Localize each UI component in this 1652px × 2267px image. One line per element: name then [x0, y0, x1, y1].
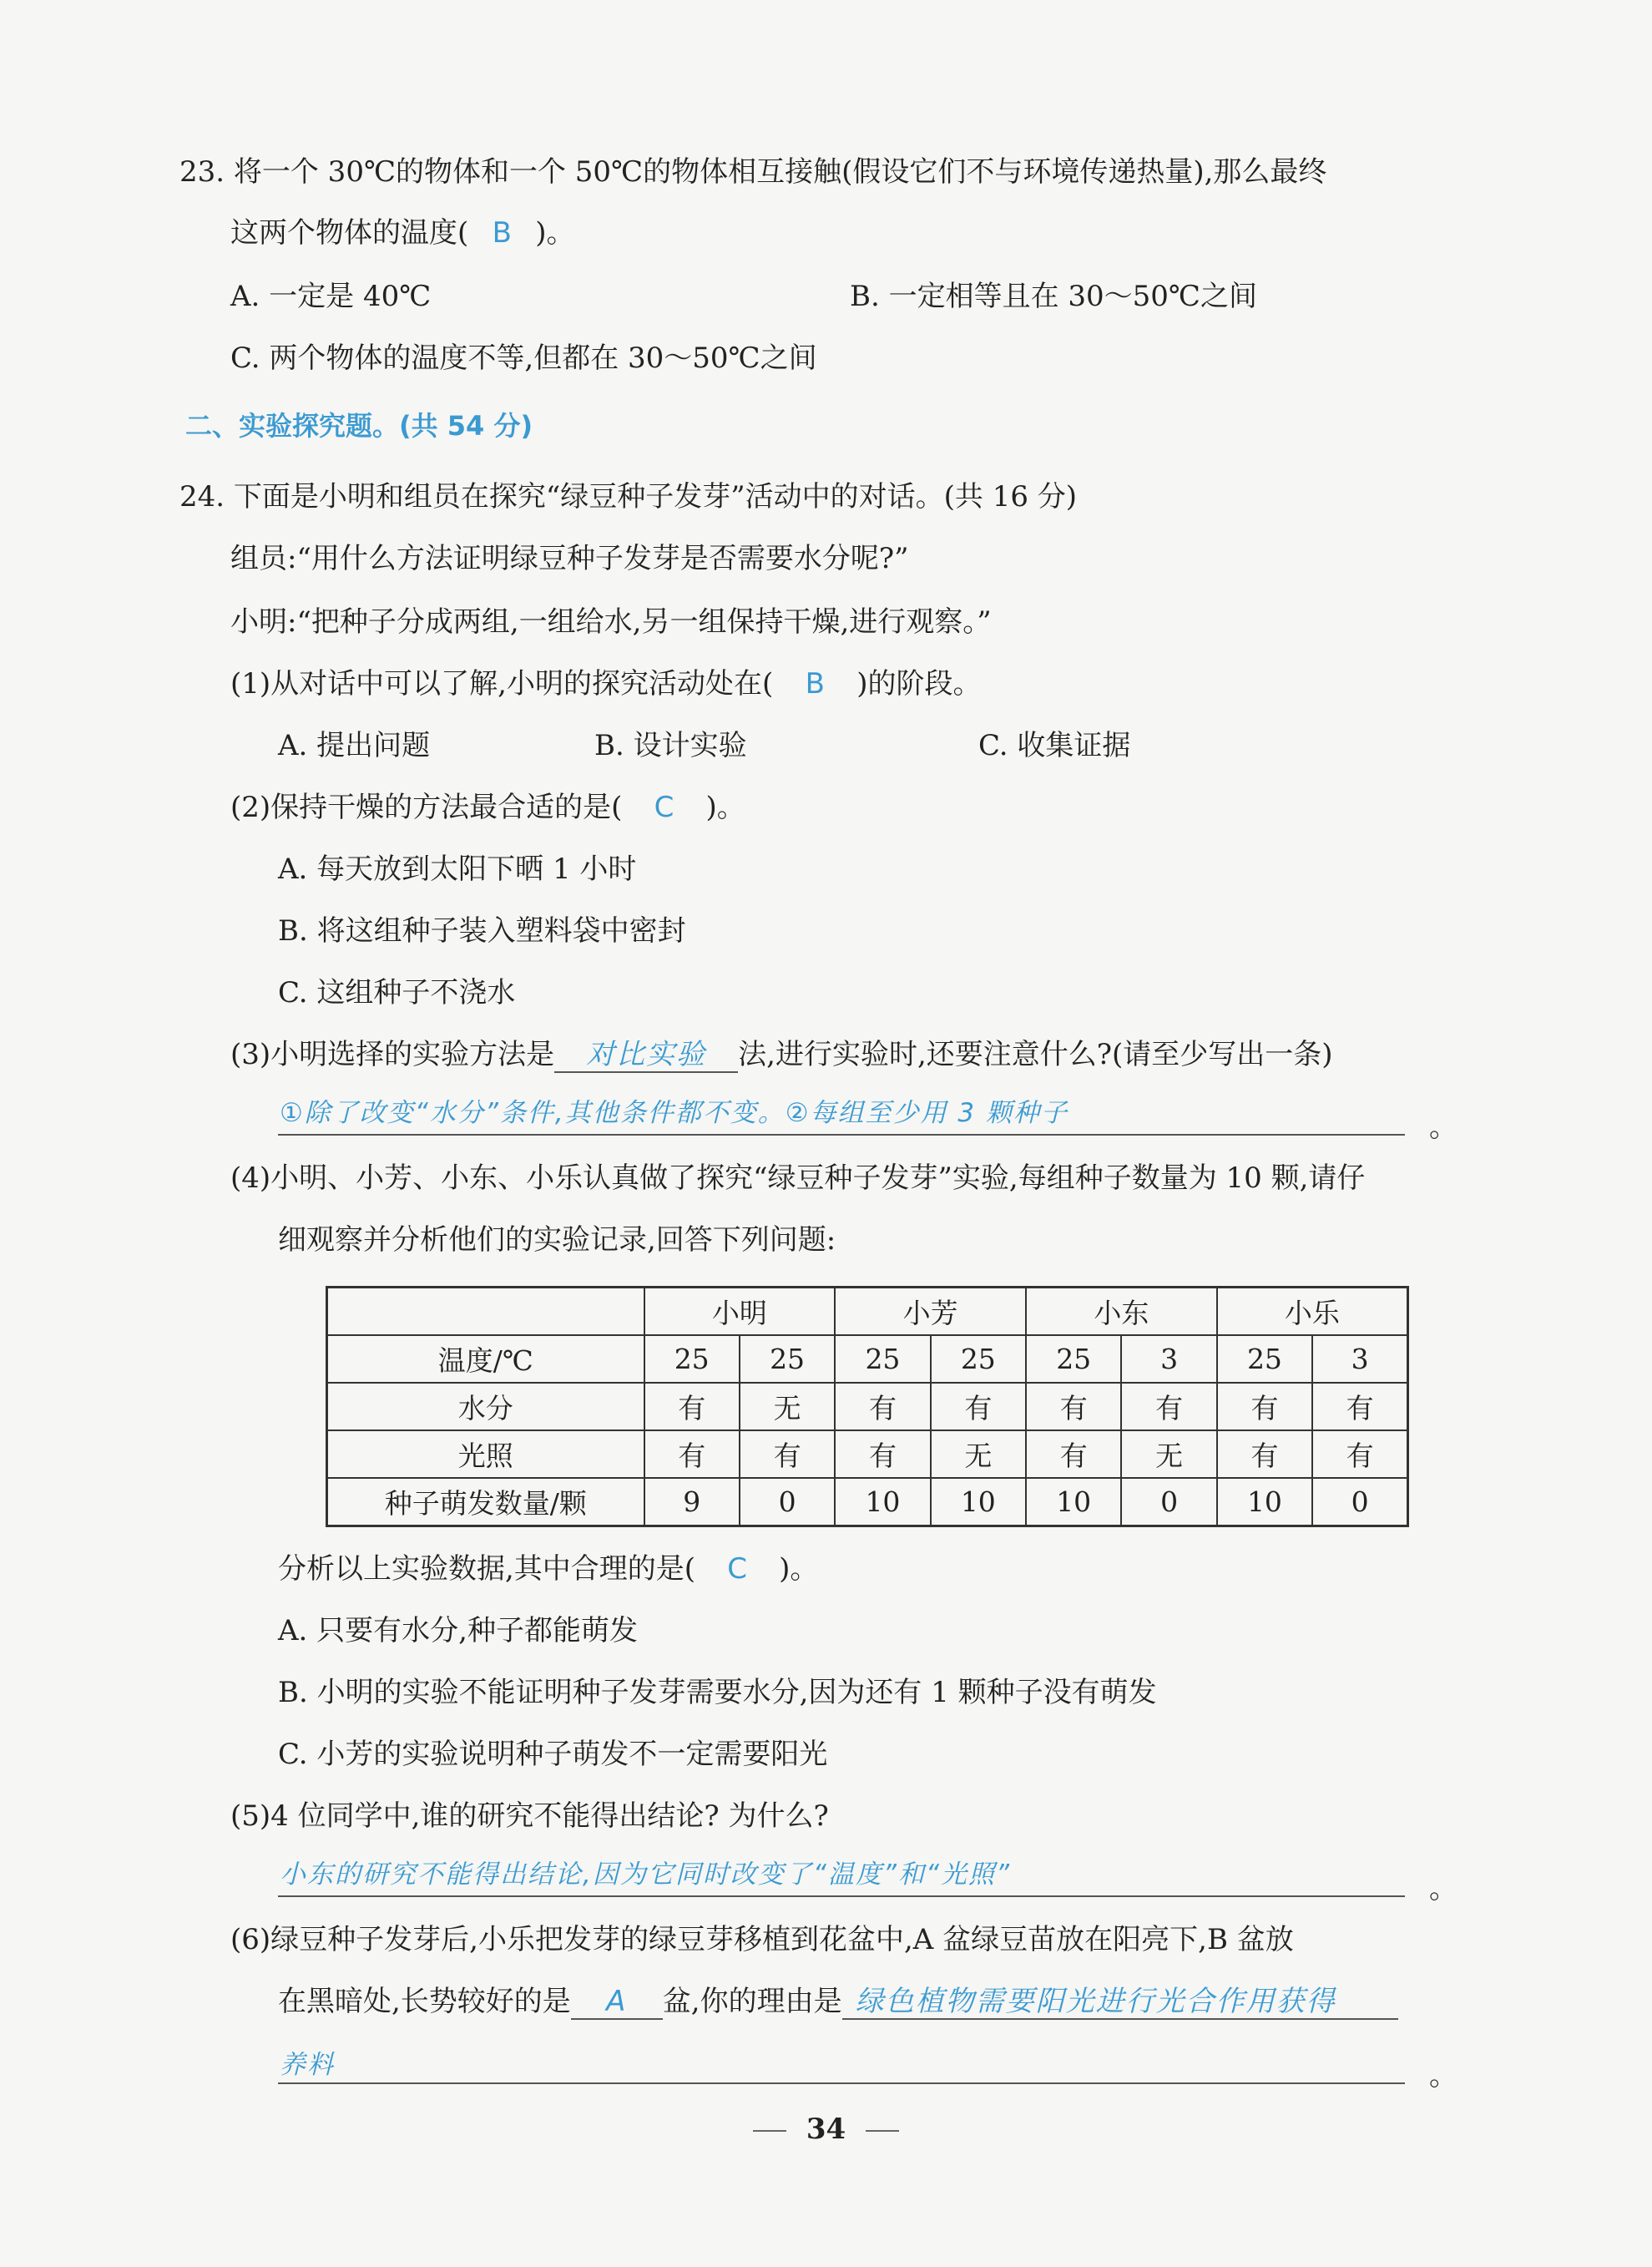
table-cell: 有 — [1312, 1383, 1407, 1430]
table-cell: 25 — [835, 1335, 930, 1383]
q23-option-b: B. 一定相等且在 30～50℃之间 — [850, 280, 1257, 313]
q24-p4-analysis — [278, 1550, 818, 1588]
table-cell: 无 — [1121, 1430, 1216, 1478]
table-cell: 25 — [740, 1335, 835, 1383]
q24-p2-option-c: C. 这组种子不浇水 — [278, 976, 516, 1010]
q24-p4-option-b: B. 小明的实验不能证明种子发芽需要水分,因为还有 1 颗种子没有萌发 — [278, 1676, 1157, 1709]
table-cell: 有 — [644, 1383, 740, 1430]
table-row — [327, 1430, 1408, 1478]
q23-option-a: A. 一定是 40℃ — [230, 280, 432, 313]
page-number — [0, 2113, 1652, 2146]
q23-stem-line1: 23. 将一个 30℃的物体和一个 50℃的物体相互接触(假设它们不与环境传递热量),那么最终 — [179, 155, 1327, 189]
q24-p2-option-a: A. 每天放到太阳下晒 1 小时 — [278, 853, 637, 886]
table-cell: 有 — [644, 1430, 740, 1478]
q24-stem: 24. 下面是小明和组员在探究“绿豆种子发芽”活动中的对话。(共 16 分) — [179, 480, 1078, 514]
q24-p3-question — [230, 1035, 1333, 1074]
q24-p1-answer: B — [805, 667, 825, 701]
table-row-label: 温度/℃ — [327, 1335, 644, 1383]
q24-p4-option-a: A. 只要有水分,种子都能萌发 — [278, 1614, 638, 1647]
q24-p4-option-c: C. 小芳的实验说明种子萌发不一定需要阳光 — [278, 1738, 828, 1771]
q24-p5-question: (5)4 位同学中,谁的研究不能得出结论? 为什么? — [230, 1799, 829, 1833]
table-cell: 10 — [931, 1478, 1026, 1526]
q24-p6-pot-answer: A — [571, 1985, 663, 2020]
table-header-name: 小芳 — [835, 1288, 1026, 1336]
table-cell: 有 — [931, 1383, 1026, 1430]
q24-p6-answer-line — [278, 2082, 1405, 2084]
q24-p2-pre: (2)保持干燥的方法最合适的是( — [230, 791, 623, 824]
table-header-name: 小乐 — [1217, 1288, 1408, 1336]
page-number-dash-left — [753, 2130, 786, 2132]
q24-p1-question — [230, 665, 982, 703]
page-number-text: 34 — [806, 2113, 846, 2146]
q23-option-c: C. 两个物体的温度不等,但都在 30～50℃之间 — [230, 342, 817, 375]
q24-p4-analysis-post: )。 — [779, 1552, 819, 1586]
q23-stem-pre: 这两个物体的温度( — [230, 216, 469, 250]
table-cell: 有 — [1026, 1383, 1121, 1430]
q23-stem-post: )。 — [535, 216, 575, 250]
table-cell: 有 — [835, 1383, 930, 1430]
page-number-dash-right — [866, 2130, 899, 2132]
table-cell: 10 — [835, 1478, 930, 1526]
table-cell: 有 — [740, 1430, 835, 1478]
table-cell: 25 — [1217, 1335, 1312, 1383]
section-title: 二、实验探究题。(共 54 分) — [185, 410, 533, 442]
q23-answer: B — [492, 216, 512, 250]
table-header-row — [327, 1288, 1408, 1336]
q24-p4-intro-1: (4)小明、小芳、小东、小乐认真做了探究“绿豆种子发芽”实验,每组种子数量为 10 颗,请仔 — [230, 1161, 1366, 1195]
q24-p2-question — [230, 788, 745, 827]
q24-p1-option-c: C. 收集证据 — [978, 729, 1131, 762]
table-cell: 10 — [1026, 1478, 1121, 1526]
table-cell: 9 — [644, 1478, 740, 1526]
table-cell: 25 — [644, 1335, 740, 1383]
table-cell: 有 — [1217, 1383, 1312, 1430]
q24-dialog-2: 小明:“把种子分成两组,一组给水,另一组保持干燥,进行观察。” — [230, 605, 992, 639]
q23-stem-line2 — [230, 214, 575, 252]
q24-p3-post: 法,进行实验时,还要注意什么?(请至少写出一条) — [738, 1038, 1333, 1071]
table-cell: 有 — [1121, 1383, 1216, 1430]
q24-p5-period: 。 — [1429, 1872, 1457, 1905]
table-cell: 有 — [835, 1430, 930, 1478]
q24-p2-answer: C — [654, 791, 674, 824]
q24-p6-line1: (6)绿豆种子发芽后,小乐把发芽的绿豆芽移植到花盆中,A 盆绿豆苗放在阳亮下,B 盆放 — [230, 1923, 1294, 1956]
table-cell: 3 — [1121, 1335, 1216, 1383]
q24-p4-analysis-pre: 分析以上实验数据,其中合理的是( — [278, 1552, 696, 1586]
table-cell: 25 — [931, 1335, 1026, 1383]
q24-p6-reason-answer-1: 绿色植物需要阳光进行光合作用获得 — [842, 1985, 1398, 2020]
table-cell: 0 — [740, 1478, 835, 1526]
q24-p4-answer: C — [727, 1552, 747, 1586]
q24-p4-intro-2: 细观察并分析他们的实验记录,回答下列问题: — [278, 1223, 836, 1257]
q24-p3-method-answer: 对比实验 — [554, 1038, 738, 1073]
q24-dialog-1: 组员:“用什么方法证明绿豆种子发芽是否需要水分呢?” — [230, 542, 909, 575]
q24-p3-period: 。 — [1429, 1111, 1457, 1144]
table-header-name: 小明 — [644, 1288, 836, 1336]
q24-p2-option-b: B. 将这组种子装入塑料袋中密封 — [278, 914, 686, 948]
q24-p1-post: )的阶段。 — [856, 667, 982, 701]
q24-p3-answer-line — [278, 1134, 1405, 1136]
q24-p6-period: 。 — [1429, 2059, 1457, 2092]
q24-p6-line2-mid: 盆,你的理由是 — [662, 1985, 842, 2018]
table-cell: 有 — [1217, 1430, 1312, 1478]
table-cell: 有 — [1026, 1430, 1121, 1478]
table-cell: 无 — [740, 1383, 835, 1430]
table-cell: 3 — [1312, 1335, 1407, 1383]
q24-p1-pre: (1)从对话中可以了解,小明的探究活动处在( — [230, 667, 774, 701]
experiment-table — [326, 1286, 1409, 1527]
q24-p3-pre: (3)小明选择的实验方法是 — [230, 1038, 555, 1071]
q24-p1-option-a: A. 提出问题 — [278, 729, 431, 762]
q24-p1-option-b: B. 设计实验 — [594, 729, 747, 762]
table-cell: 无 — [931, 1430, 1026, 1478]
table-row — [327, 1335, 1408, 1383]
table-cell: 有 — [1312, 1430, 1407, 1478]
q24-p6-line2-pre: 在黑暗处,长势较好的是 — [278, 1985, 571, 2018]
table-row-label: 光照 — [327, 1430, 644, 1478]
q24-p6-line2 — [278, 1982, 1398, 2021]
q24-p3-note-answer: ①除了改变“水分”条件,其他条件都不变。②每组至少用 3 颗种子 — [280, 1098, 1068, 1128]
table-header-name: 小东 — [1026, 1288, 1217, 1336]
table-row — [327, 1383, 1408, 1430]
q24-p2-post: )。 — [705, 791, 745, 824]
table-cell: 0 — [1121, 1478, 1216, 1526]
q24-p5-answer: 小东的研究不能得出结论,因为它同时改变了“温度”和“光照” — [280, 1860, 1012, 1890]
table-cell: 10 — [1217, 1478, 1312, 1526]
table-row — [327, 1478, 1408, 1526]
table-cell: 25 — [1026, 1335, 1121, 1383]
table-corner-cell — [327, 1288, 644, 1336]
table-cell: 0 — [1312, 1478, 1407, 1526]
q24-p5-answer-line — [278, 1895, 1405, 1897]
table-row-label: 种子萌发数量/颗 — [327, 1478, 644, 1526]
table-row-label: 水分 — [327, 1383, 644, 1430]
q24-p6-reason-answer-2: 养料 — [280, 2050, 335, 2080]
